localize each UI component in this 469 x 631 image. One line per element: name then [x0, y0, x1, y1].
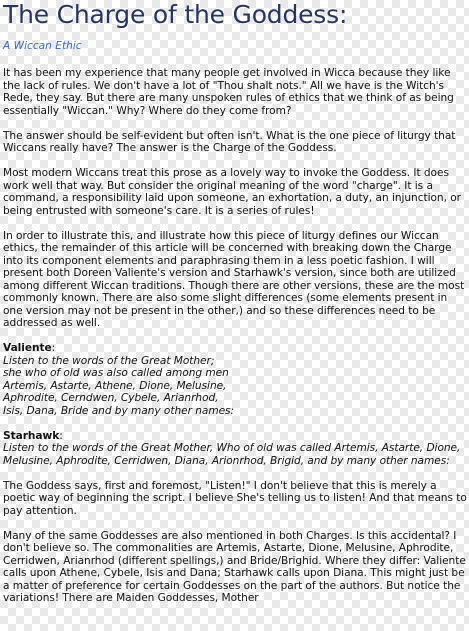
listen-paragraph: The Goddess says, first and foremost, "Listen!" I don't believe that this is merely a poetic way of beginning the script. I believe She's telling us to listen! And that means to pay attention.	[3, 479, 467, 517]
valiente-line-1: Listen to the words of the Great Mother;	[3, 354, 215, 367]
valiente-line-4: Aphrodite, Cerndwen, Cybele, Arianrhod,	[3, 392, 219, 404]
intro-paragraph: It has been my experience that many people get involved in Wicca because they like the lack of rules. We don't have a lot of "Thou shalt nots." All we have is the Witch's Rede, they say. But there are many unspoken rules of ethics that we think of as being essentially "Wiccan." Why? Where do they come from?	[3, 67, 454, 117]
starhawk-label: Starhawk	[3, 429, 60, 442]
valiente-line-3: Artemis, Astarte, Athene, Dione, Melusine,	[3, 379, 227, 392]
starhawk-quote	[3, 430, 469, 468]
valiente-colon: :	[51, 342, 56, 354]
charge-meaning-paragraph: Most modern Wiccans treat this prose as a lovely way to invoke the Goddess. It does work well that way. But consider the original meaning of the word "charge". It is a command, a responsibility laid upon someone, an exhortation, a duty, an injunction, or being entrusted with someone's care. It is a series of rules!	[3, 167, 461, 217]
goddesses-paragraph: Many of the same Goddesses are also mentioned in both Charges. Is this accidental? I don't believe so. The commonalities are Artemis, Astarte, Dione, Melusine, Aphrodite, Cerridwen, Arianrhod (different spellings,) and Bride/Brighid. Where they differ: Valiente calls upon Athene, Cybele, Isis and Dana; Starhawk calls upon Diana. This might just be a matter of preference for certain Goddesses on the part of the authors. But notice the variations! There are Maiden Goddesses, Mother	[3, 529, 466, 604]
valiente-line-5: Isis, Dana, Bride and by many other names:	[3, 404, 235, 417]
valiente-label: Valiente	[3, 342, 52, 354]
starhawk-colon: :	[59, 429, 63, 442]
starhawk-text: Listen to the words of the Great Mother, Who of old was called Artemis, Astarte, Dione, Melusine, Aphrodite, Cerridwen, Diana, Arionrhod, Brigid, and by many other names:	[3, 442, 461, 467]
valiente-quote	[3, 342, 469, 417]
valiente-line-2: she who of old was also called among men	[3, 367, 229, 379]
answer-paragraph: The answer should be self-evident but often isn't. What is the one piece of liturgy that Wiccans really have? The answer is the Charge of the Goddess.	[3, 129, 456, 154]
page-title: The Charge of the Goddess:	[3, 0, 348, 29]
page-subtitle: A Wiccan Ethic	[3, 40, 82, 52]
method-paragraph: In order to illustrate this, and illustrate how this piece of liturgy defines our Wiccan ethics, the remainder of this article will be concerned with breaking down the Charge into its component elements and paraphrasing them in a less poetic fashion. I will present both Doreen Valiente's version and Starhawk's version, since both are utilized among different Wiccan traditions. Though there are other versions, these are the most commonly known. There are also some slight differences (some elements present in one version may not be present in the other,) and so these differences need to be addressed as well.	[3, 229, 465, 329]
